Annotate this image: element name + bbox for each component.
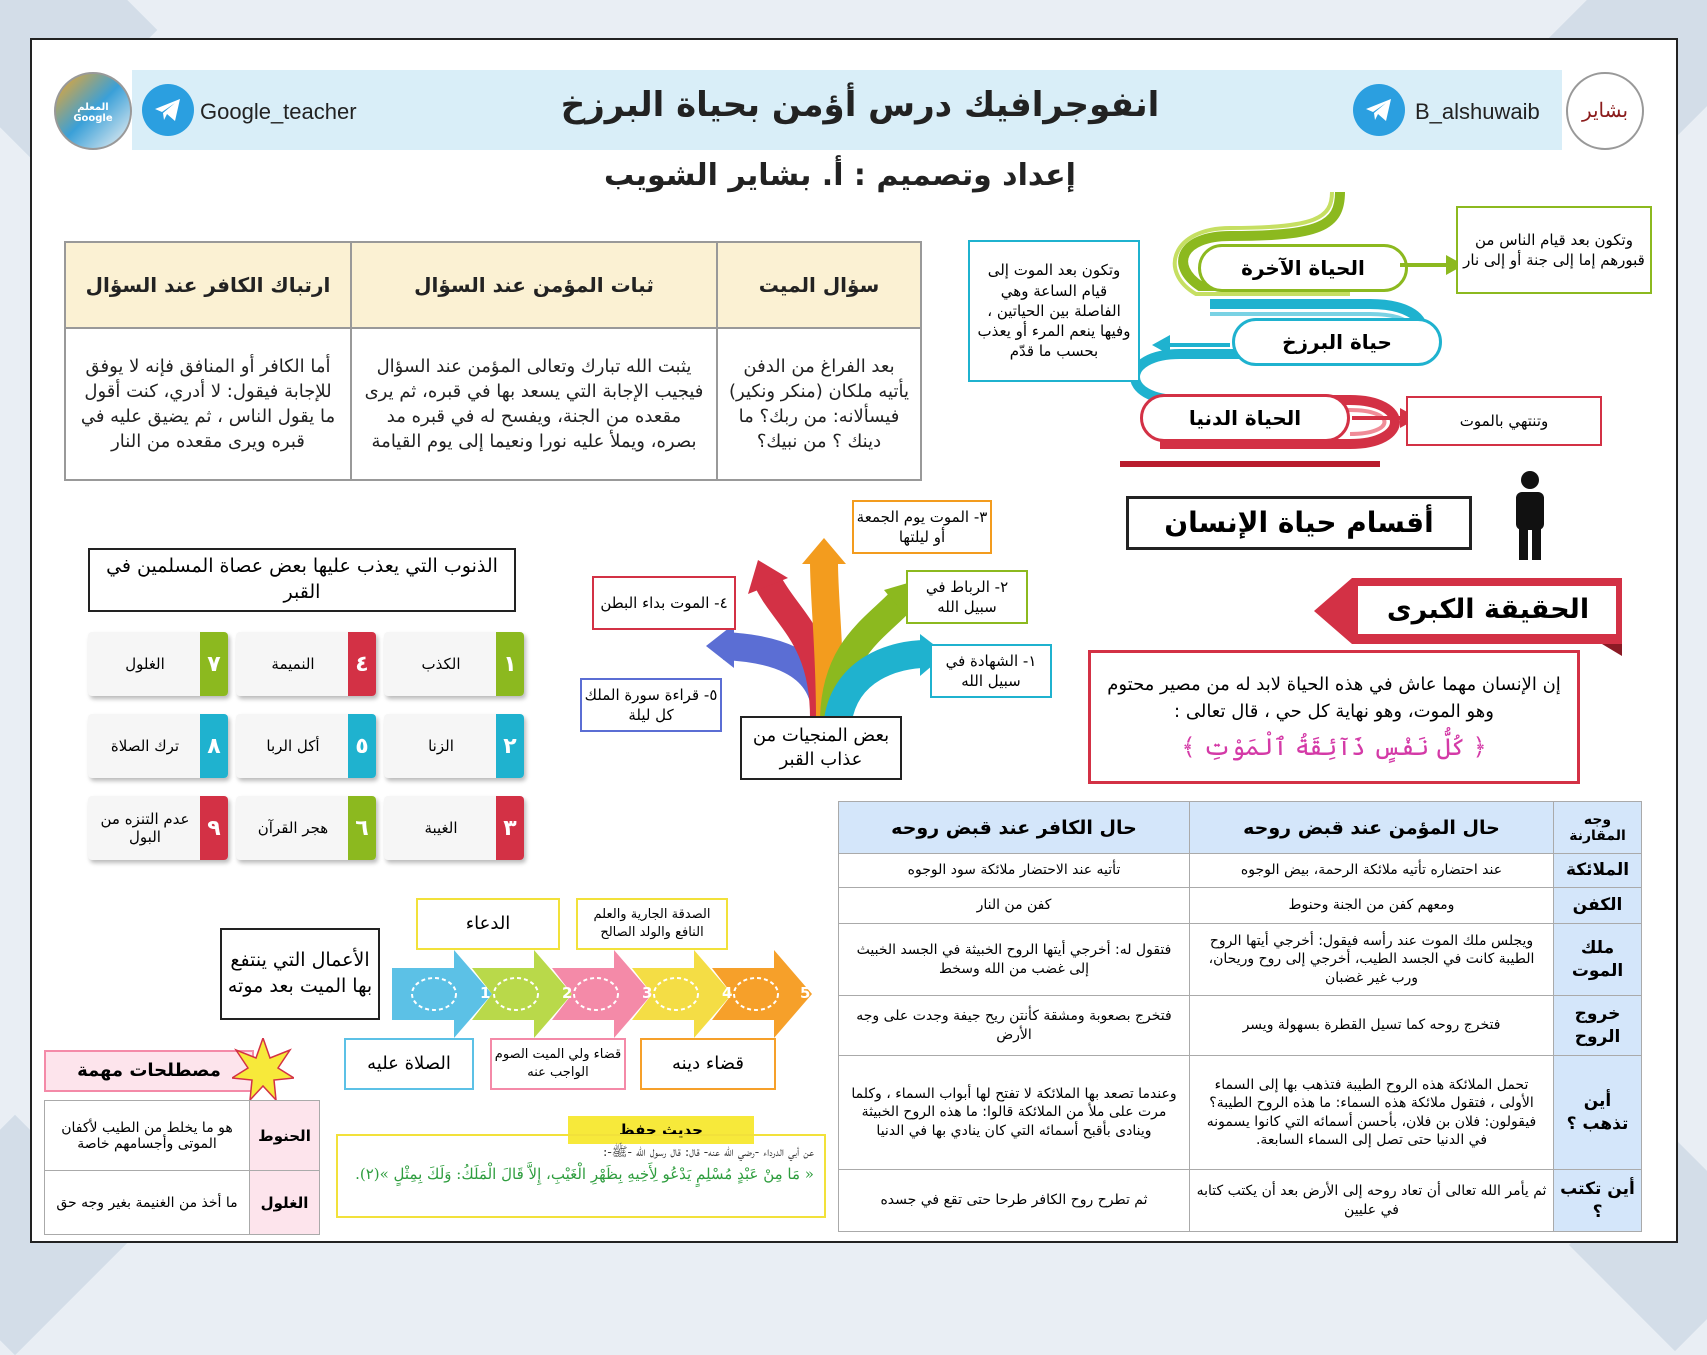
questioning-table <box>64 241 922 481</box>
term: الغلول <box>250 1171 320 1235</box>
term: الحنوط <box>250 1101 320 1171</box>
table-cell: عند احتضاره تأتيه ملائكة الرحمة، بيض الوجوه <box>1190 854 1554 888</box>
savior-item: ١- الشهادة في سبيل الله <box>930 644 1052 698</box>
table-cell: أين تكتب ؟ <box>1554 1170 1642 1232</box>
sin-label: عدم التنزه من البول <box>100 810 190 846</box>
great-truth-title: الحقيقة الكبرى <box>1386 594 1590 625</box>
telegram-icon-left[interactable] <box>142 84 194 136</box>
page-title: انفوجرافيك درس أؤمن بحياة البرزخ <box>560 85 1160 125</box>
savior-item: ٣- الموت يوم الجمعة أو ليلتها <box>852 500 992 554</box>
table-cell: فتخرج روحه كما تسيل القطرة بسهولة ويسر <box>1190 996 1554 1056</box>
sin-label: هجر القرآن <box>257 819 329 837</box>
table-header: حال المؤمن عند قبض روحه <box>1190 802 1554 854</box>
saviors-arrows-graphic <box>706 538 946 724</box>
comparison-table <box>838 801 1642 1232</box>
term-def: ما أخذ من الغنيمة بغير وجه حق <box>45 1171 250 1235</box>
savior-item: ٢- الرباط في سبيل الله <box>906 570 1028 624</box>
table-cell: الكفن <box>1554 888 1642 924</box>
table-header: ثبات المؤمن عند السؤال <box>351 242 717 328</box>
sin-item <box>88 632 228 696</box>
table-cell: أين تذهب ؟ <box>1554 1056 1642 1170</box>
sin-label: أكل الربا <box>266 737 320 755</box>
telegram-icon-right[interactable] <box>1353 84 1405 136</box>
saviors-title: بعض المنجيات من عذاب القبر <box>740 716 902 780</box>
deed-number: 3 <box>642 984 653 1002</box>
table-cell: بعد الفراغ من الدفن يأتيه ملكان (منكر ونكير) فيسألانه: من ربك؟ ما دينك ؟ من نبيك؟ <box>717 328 921 480</box>
table-cell: ثم يأمر الله تعالى أن تعاد روحه إلى الأرض بعد أن يكتب كتابه في عليين <box>1190 1170 1554 1232</box>
sin-item <box>236 632 376 696</box>
deed-bottom: قضاء ولي الميت الصوم الواجب عنه <box>490 1038 626 1090</box>
note-akhira: وتكون بعد قيام الناس من قبورهم إما إلى جنة أو إلى نار <box>1456 206 1652 294</box>
great-truth-verse: ﴿ كُلُّ نَفْسٍ ذَآئِقَةُ ٱلْمَوْتِ ﴾ <box>1181 732 1487 761</box>
arrow-barzakh <box>1170 343 1230 347</box>
deed-bottom: الصلاة عليه <box>344 1038 474 1090</box>
stage-barzakh: حياة البرزخ <box>1232 318 1442 366</box>
starburst-icon <box>232 1038 294 1100</box>
handle-right[interactable]: B_alshuwaib <box>1415 99 1540 124</box>
logo-right-text: بشاير <box>1581 98 1629 122</box>
table-cell: ثم تطرح روح الكافر طرحا حتى تقع في جسده <box>839 1170 1190 1232</box>
sin-item <box>236 796 376 860</box>
hadith-intro: عن أبي الدرداء -رضي الله عنه- قال: قال رسول الله -ﷺ-: <box>603 1145 814 1160</box>
sin-label: الغيبة <box>424 819 458 837</box>
stage-akhira: الحياة الآخرة <box>1198 244 1408 292</box>
arrow-akhira <box>1400 263 1450 267</box>
note-dunya: وتنتهي بالموت <box>1406 396 1602 446</box>
table-cell: فتقول له: أخرجي أيتها الروح الخبيثة في الجسد الخبيث إلى غضب من الله وسخط <box>839 924 1190 996</box>
sin-number: ٦ <box>348 796 376 860</box>
sin-number: ٢ <box>496 714 524 778</box>
sin-item <box>384 632 524 696</box>
deed-number: 4 <box>722 984 733 1002</box>
deeds-chevrons <box>392 950 824 1038</box>
table-cell: وعندما تصعد بها الملائكة لا تفتح لها أبواب السماء ، وكلما مرت على ملأ من الملائكة قالوا: ما هذه الروح الخبيثة وينادى بأقبح أسمائه التي كان ينادي بها في الدنيا <box>839 1056 1190 1170</box>
table-cell: الملائكة <box>1554 854 1642 888</box>
hadith-text: « مَا مِنْ عَبْدٍ مُسْلِمٍ يَدْعُو لِأَخِيهِ بِظَهْرِ الْغَيْبِ، إِلاَّ قَالَ الْمَلَكُ: وَلَكَ بِمِثْلٍ »(٢). <box>355 1165 814 1183</box>
sin-number: ٥ <box>348 714 376 778</box>
sins-title: الذنوب التي يعذب عليها بعض عصاة المسلمين في القبر <box>88 548 516 612</box>
table-cell: فتخرج بصعوبة ومشقة كأنتن ريح جيفة وجدت على وجه الأرض <box>839 996 1190 1056</box>
deeds-title: الأعمال التي ينتفع بها الميت بعد موته <box>220 928 380 1020</box>
sin-label: الكذب <box>421 655 461 673</box>
deed-top: الصدقة الجارية والعلم النافع والولد الصالح <box>576 898 728 950</box>
table-cell: خروج الروح <box>1554 996 1642 1056</box>
sin-number: ٧ <box>200 632 228 696</box>
logo-left <box>54 72 132 150</box>
table-header: ارتباك الكافر عند السؤال <box>65 242 351 328</box>
sin-label: الغلول <box>125 655 165 673</box>
sin-label: النميمة <box>271 655 315 673</box>
deed-number: 5 <box>800 984 811 1002</box>
table-header: حال الكافر عند قبض روحه <box>839 802 1190 854</box>
table-cell: ملك الموت <box>1554 924 1642 996</box>
person-icon <box>1510 470 1550 562</box>
logo-right <box>1566 72 1644 150</box>
savior-item: ٤- الموت بداء البطن <box>592 576 736 630</box>
hadith-box <box>336 1134 826 1218</box>
stage-dunya: الحياة الدنيا <box>1140 394 1350 442</box>
sin-number: ٨ <box>200 714 228 778</box>
sin-item <box>384 796 524 860</box>
table-cell: كفن من النار <box>839 888 1190 924</box>
table-cell: ويجلس ملك الموت عند رأسه فيقول: أخرجي أيتها الروح الطيبة كانت في الجسد الطيب، أخرجي إلى روح وريحان، ورب غير غضبان <box>1190 924 1554 996</box>
sin-item <box>88 796 228 860</box>
life-stages-title: أقسام حياة الإنسان <box>1126 496 1472 550</box>
sin-number: ٩ <box>200 796 228 860</box>
logo-left-text: المعلم Google <box>73 102 113 124</box>
sin-number: ٤ <box>348 632 376 696</box>
terms-title: مصطلحات مهمة <box>44 1050 254 1092</box>
sin-item <box>88 714 228 778</box>
table-cell: تأتيه عند الاحتضار ملائكة سود الوجوه <box>839 854 1190 888</box>
deed-number: 2 <box>562 984 573 1002</box>
great-truth-box <box>1088 650 1580 784</box>
savior-item: ٥- قراءة سورة الملك كل ليلة <box>580 678 722 732</box>
sin-item <box>236 714 376 778</box>
page-subtitle: إعداد وتصميم : أ. بشاير الشويب <box>604 158 1076 193</box>
table-cell: يثبت الله تبارك وتعالى المؤمن عند السؤال فيجيب الإجابة التي يسعد بها في قبره، ثم يرى مقعده من الجنة، ويفسح له في قبره مد بصره، ويملأ عليه نورا ونعيما إلى يوم القيامة <box>351 328 717 480</box>
arrow-dunya <box>1352 416 1404 420</box>
great-truth-text: إن الإنسان مهما عاش في هذه الحياة لابد له من مصير محتوم وهو الموت، وهو نهاية كل حي ، قال تعالى : <box>1107 673 1561 722</box>
table-cell: أما الكافر أو المنافق فإنه لا يوفق للإجابة فيقول: لا أدري، كنت أقول ما يقول الناس ، ثم يضيق عليه في قبره ويرى مقعده من النار <box>65 328 351 480</box>
handle-left[interactable]: Google_teacher <box>200 99 357 124</box>
note-barzakh: وتكون بعد الموت إلى قيام الساعة وهي الفاصلة بين الحياتين ، وفيها ينعم المرء أو يعذب بحسب ما قدّم <box>968 240 1140 382</box>
hadith-title: حديث حفظ <box>568 1116 754 1144</box>
sin-item <box>384 714 524 778</box>
sin-label: ترك الصلاة <box>110 737 180 755</box>
table-header: وجه المقارنة <box>1554 802 1642 854</box>
terms-table <box>44 1100 320 1235</box>
sin-number: ١ <box>496 632 524 696</box>
sin-number: ٣ <box>496 796 524 860</box>
table-cell: تحمل الملائكة هذه الروح الطيبة فتذهب بها إلى السماء الأولى ، فتقول ملائكة هذه السماء: ما هذه الروح الطيبة؟ فيقولون: فلان بن فلان، بأحسن أسمائه التي كانوا يسمونه في الدنيا حتى تصل إلى السماء السابعة. <box>1190 1056 1554 1170</box>
arrowhead-barzakh <box>1152 335 1170 355</box>
deed-top: الدعاء <box>416 898 560 950</box>
term-def: هو ما يخلط من الطيب لأكفان الموتى وأجسامهم خاصة <box>45 1101 250 1171</box>
table-cell: ومعهم كفن من الجنة وحنوط <box>1190 888 1554 924</box>
table-header: سؤال الميت <box>717 242 921 328</box>
sin-label: الزنا <box>428 737 454 755</box>
deed-bottom: قضاء دينه <box>640 1038 776 1090</box>
deed-number: 1 <box>480 984 491 1002</box>
